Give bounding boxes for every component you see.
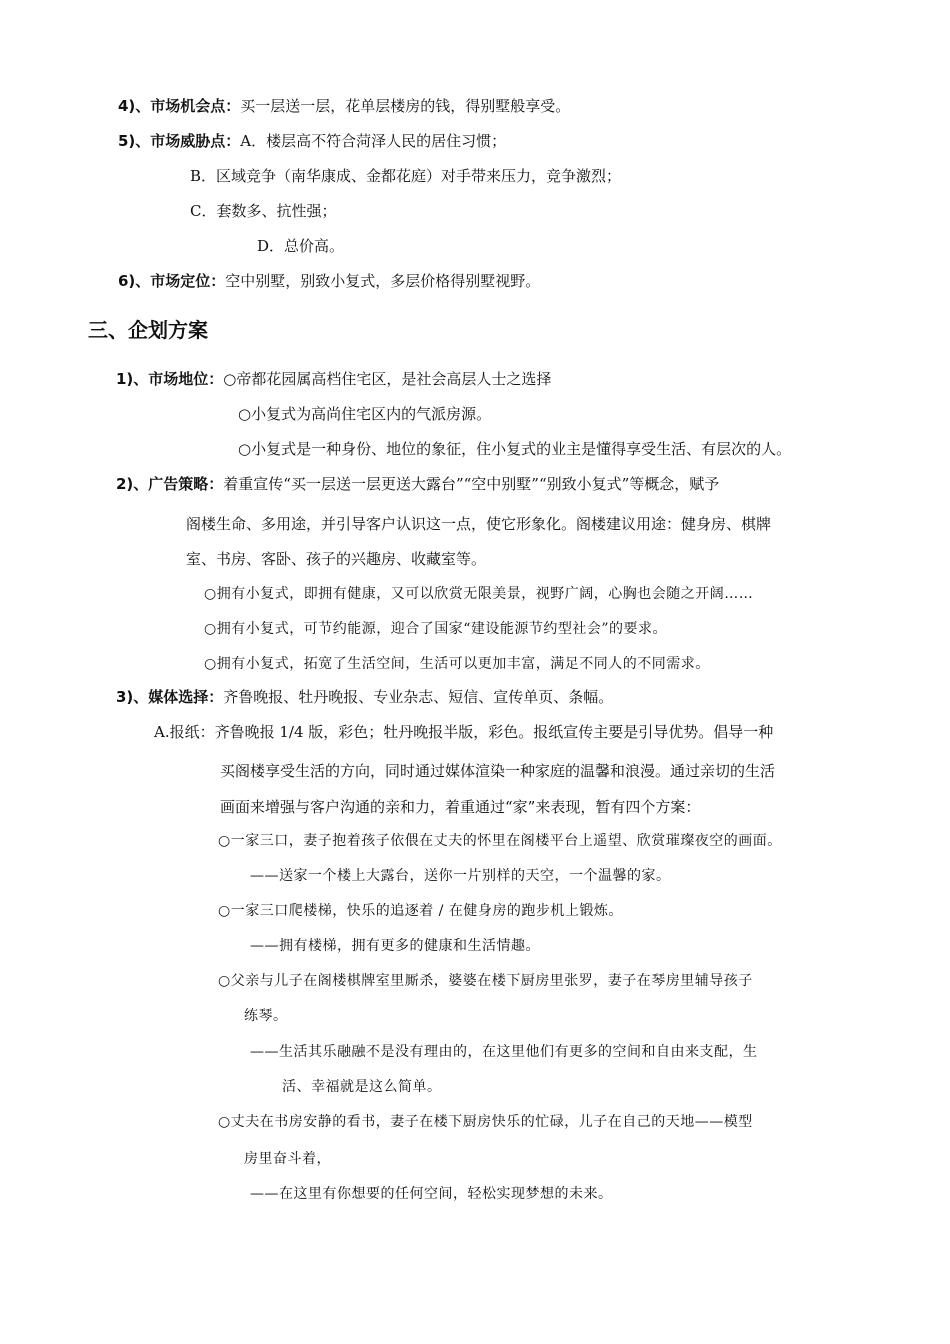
scenario-line: ○丈夫在书房安静的看书，妻子在楼下厨房快乐的忙碌，儿子在自己的天地——模型	[218, 1114, 753, 1130]
item-media-selection	[116, 687, 613, 707]
status-line: ○小复式为高尚住宅区内的气派房源。	[238, 405, 492, 423]
scenario-line: ○一家三口，妻子抱着孩子依偎在丈夫的怀里在阁楼平台上遥望、欣赏璀璨夜空的画面。	[218, 833, 782, 849]
item-market-threat	[118, 131, 506, 151]
paragraph-line: 买阁楼享受生活的方向，同时通过媒体渲染一种家庭的温馨和浪漫。通过亲切的生活	[220, 762, 776, 780]
item-label: 1)、市场地位：	[116, 370, 224, 388]
item-text: 买一层送一层，花单层楼房的钱，得别墅般享受。	[240, 97, 571, 115]
bullet-line: ○拥有小复式，拓宽了生活空间，生活可以更加丰富，满足不同人的不同需求。	[204, 656, 710, 672]
item-market-positioning	[118, 271, 540, 291]
item-ad-strategy	[116, 474, 719, 494]
item-label: 6)、市场定位：	[118, 272, 226, 290]
paragraph-line: 室、书房、客卧、孩子的兴趣房、收藏室等。	[186, 550, 487, 568]
status-line: ○小复式是一种身份、地位的象征，住小复式的业主是懂得享受生活、有层次的人。	[238, 440, 792, 458]
slogan-line: ——在这里有你想要的任何空间，轻松实现梦想的未来。	[250, 1186, 613, 1202]
threat-b: B．区域竞争（南华康成、金都花庭）对手带来压力，竞争激烈；	[190, 167, 622, 185]
item-text: ○帝都花园属高档住宅区，是社会高层人士之选择	[223, 370, 552, 388]
item-text: 齐鲁晚报、牡丹晚报、专业杂志、短信、宣传单页、条幅。	[223, 688, 614, 706]
item-text: 着重宣传“买一层送一层更送大露台”“空中别墅”“别致小复式”等概念，赋予	[223, 475, 720, 493]
scenario-line: 房里奋斗着，	[244, 1151, 331, 1167]
bullet-line: ○拥有小复式，即拥有健康，又可以欣赏无限美景，视野广阔，心胸也会随之开阔……	[204, 586, 754, 602]
item-label: 2)、广告策略：	[116, 475, 224, 493]
section-heading: 三、企划方案	[88, 318, 208, 342]
item-label: 4)、市场机会点：	[118, 97, 241, 115]
paragraph-line: A.报纸：齐鲁晚报 1/4 版，彩色；牡丹晚报半版，彩色。报纸宣传主要是引导优势。倡导一种	[154, 723, 774, 741]
paragraph-line: 画面来增强与客户沟通的亲和力，着重通过“家”来表现，暂有四个方案：	[220, 798, 701, 816]
paragraph-line: 阁楼生命、多用途，并引导客户认识这一点，使它形象化。阁楼建议用途：健身房、棋牌	[186, 515, 772, 533]
slogan-line: ——生活其乐融融不是没有理由的，在这里他们有更多的空间和自由来支配，生	[250, 1044, 758, 1060]
slogan-line: 活、幸福就是这么简单。	[282, 1079, 442, 1095]
item-label: 3)、媒体选择：	[116, 688, 224, 706]
item-text: A．楼层高不符合菏泽人民的居住习惯；	[240, 132, 507, 150]
slogan-line: ——送家一个楼上大露台，送你一片别样的天空，一个温馨的家。	[250, 868, 671, 884]
scenario-line: ○一家三口爬楼梯，快乐的追逐着 / 在健身房的跑步机上锻炼。	[218, 903, 623, 919]
item-market-opportunity	[118, 96, 570, 116]
item-market-status	[116, 369, 551, 389]
threat-c: C．套数多、抗性强；	[190, 202, 337, 220]
scenario-line: ○父亲与儿子在阁楼棋牌室里厮杀，婆婆在楼下厨房里张罗，妻子在琴房里辅导孩子	[218, 973, 753, 989]
bullet-line: ○拥有小复式，可节约能源，迎合了国家“建设能源节约型社会”的要求。	[204, 621, 668, 637]
slogan-line: ——拥有楼梯，拥有更多的健康和生活情趣。	[250, 938, 540, 954]
scenario-line: 练琴。	[244, 1008, 288, 1024]
item-label: 5)、市场威胁点：	[118, 132, 241, 150]
threat-d: D．总价高。	[257, 237, 345, 255]
item-text: 空中别墅，别致小复式，多层价格得别墅视野。	[225, 272, 541, 290]
